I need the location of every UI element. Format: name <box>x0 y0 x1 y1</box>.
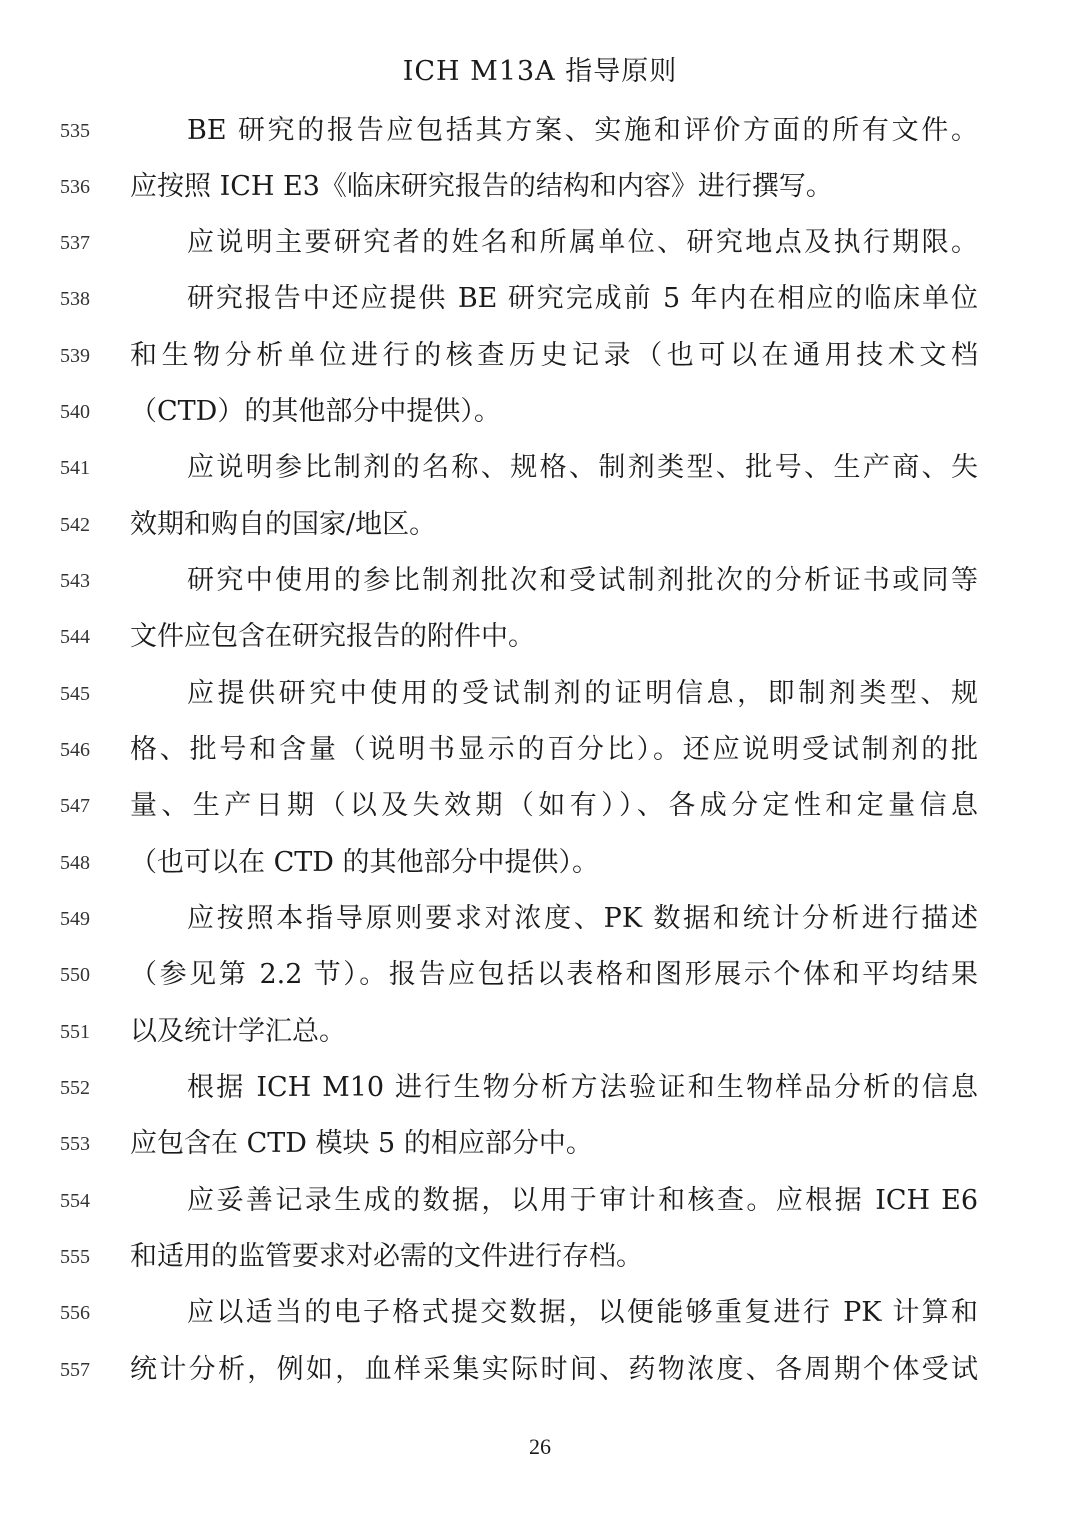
line-text: 应按照 ICH E3《临床研究报告的结构和内容》进行撰写。 <box>130 171 833 202</box>
line-text: 研究中使用的参比制剂批次和受试制剂批次的分析证书或同等 <box>187 565 978 596</box>
line-text: 和适用的监管要求对必需的文件进行存档。 <box>130 1241 643 1272</box>
text-line <box>0 953 1080 997</box>
line-text: 应包含在 CTD 模块 5 的相应部分中。 <box>130 1128 593 1159</box>
text-line <box>0 1179 1080 1223</box>
text-line <box>0 1348 1080 1392</box>
text-line <box>0 1235 1080 1279</box>
line-number: 542 <box>60 514 90 536</box>
line-number: 548 <box>60 852 90 874</box>
line-number: 535 <box>60 120 90 142</box>
text-line <box>0 1291 1080 1335</box>
text-line <box>0 165 1080 209</box>
line-number: 540 <box>60 401 90 423</box>
line-number: 556 <box>60 1302 90 1324</box>
line-text: （CTD）的其他部分中提供）。 <box>130 396 501 427</box>
line-text: 应妥善记录生成的数据，以用于审计和核查。应根据 ICH E6 <box>187 1185 978 1216</box>
line-number: 555 <box>60 1246 90 1268</box>
line-text: 和生物分析单位进行的核查历史记录（也可以在通用技术文档 <box>130 340 978 371</box>
line-text: 效期和购自的国家/地区。 <box>130 509 437 540</box>
line-number: 549 <box>60 908 90 930</box>
text-line <box>0 334 1080 378</box>
line-number: 543 <box>60 570 90 592</box>
line-text: 格、批号和含量（说明书显示的百分比）。还应说明受试制剂的批 <box>130 734 978 765</box>
line-number: 551 <box>60 1021 90 1043</box>
line-number: 547 <box>60 795 90 817</box>
line-text: 根据 ICH M10 进行生物分析方法验证和生物样品分析的信息 <box>187 1072 978 1103</box>
line-number: 545 <box>60 683 90 705</box>
page-number: 26 <box>529 1434 551 1459</box>
line-text: 应说明参比制剂的名称、规格、制剂类型、批号、生产商、失 <box>187 452 978 483</box>
line-number: 552 <box>60 1077 90 1099</box>
text-line <box>0 109 1080 153</box>
line-text: 文件应包含在研究报告的附件中。 <box>130 621 535 652</box>
text-line <box>0 1010 1080 1054</box>
text-line <box>0 390 1080 434</box>
line-text: 以及统计学汇总。 <box>130 1016 346 1047</box>
line-text: （参见第 2.2 节）。报告应包括以表格和图形展示个体和平均结果 <box>130 959 978 990</box>
text-line <box>0 277 1080 321</box>
line-number: 536 <box>60 176 90 198</box>
line-text: 统计分析，例如，血样采集实际时间、药物浓度、各周期个体受试 <box>130 1354 978 1385</box>
line-text: 应按照本指导原则要求对浓度、PK 数据和统计分析进行描述 <box>187 903 978 934</box>
text-line <box>0 1122 1080 1166</box>
line-text: （也可以在 CTD 的其他部分中提供）。 <box>130 847 599 878</box>
line-text: 量、生产日期（以及失效期（如有））、各成分定性和定量信息 <box>130 790 978 821</box>
page-header: ICH M13A 指导原则 <box>402 56 678 87</box>
line-number: 541 <box>60 457 90 479</box>
line-text: 应以适当的电子格式提交数据，以便能够重复进行 PK 计算和 <box>187 1297 978 1328</box>
line-number: 544 <box>60 626 90 648</box>
line-number: 537 <box>60 232 90 254</box>
text-line <box>0 503 1080 547</box>
text-line <box>0 221 1080 265</box>
line-text: BE 研究的报告应包括其方案、实施和评价方面的所有文件。 <box>187 115 978 146</box>
text-line <box>0 784 1080 828</box>
text-line <box>0 559 1080 603</box>
text-line <box>0 897 1080 941</box>
text-line <box>0 672 1080 716</box>
line-number: 557 <box>60 1359 90 1381</box>
text-line <box>0 615 1080 659</box>
line-number: 553 <box>60 1133 90 1155</box>
line-number: 554 <box>60 1190 90 1212</box>
line-text: 应提供研究中使用的受试制剂的证明信息，即制剂类型、规 <box>187 678 978 709</box>
line-text: 应说明主要研究者的姓名和所属单位、研究地点及执行期限。 <box>187 227 978 258</box>
line-number: 539 <box>60 345 90 367</box>
text-line <box>0 841 1080 885</box>
line-number: 550 <box>60 964 90 986</box>
text-line <box>0 1066 1080 1110</box>
line-text: 研究报告中还应提供 BE 研究完成前 5 年内在相应的临床单位 <box>187 283 978 314</box>
text-line <box>0 728 1080 772</box>
line-number: 538 <box>60 288 90 310</box>
text-line <box>0 446 1080 490</box>
line-number: 546 <box>60 739 90 761</box>
